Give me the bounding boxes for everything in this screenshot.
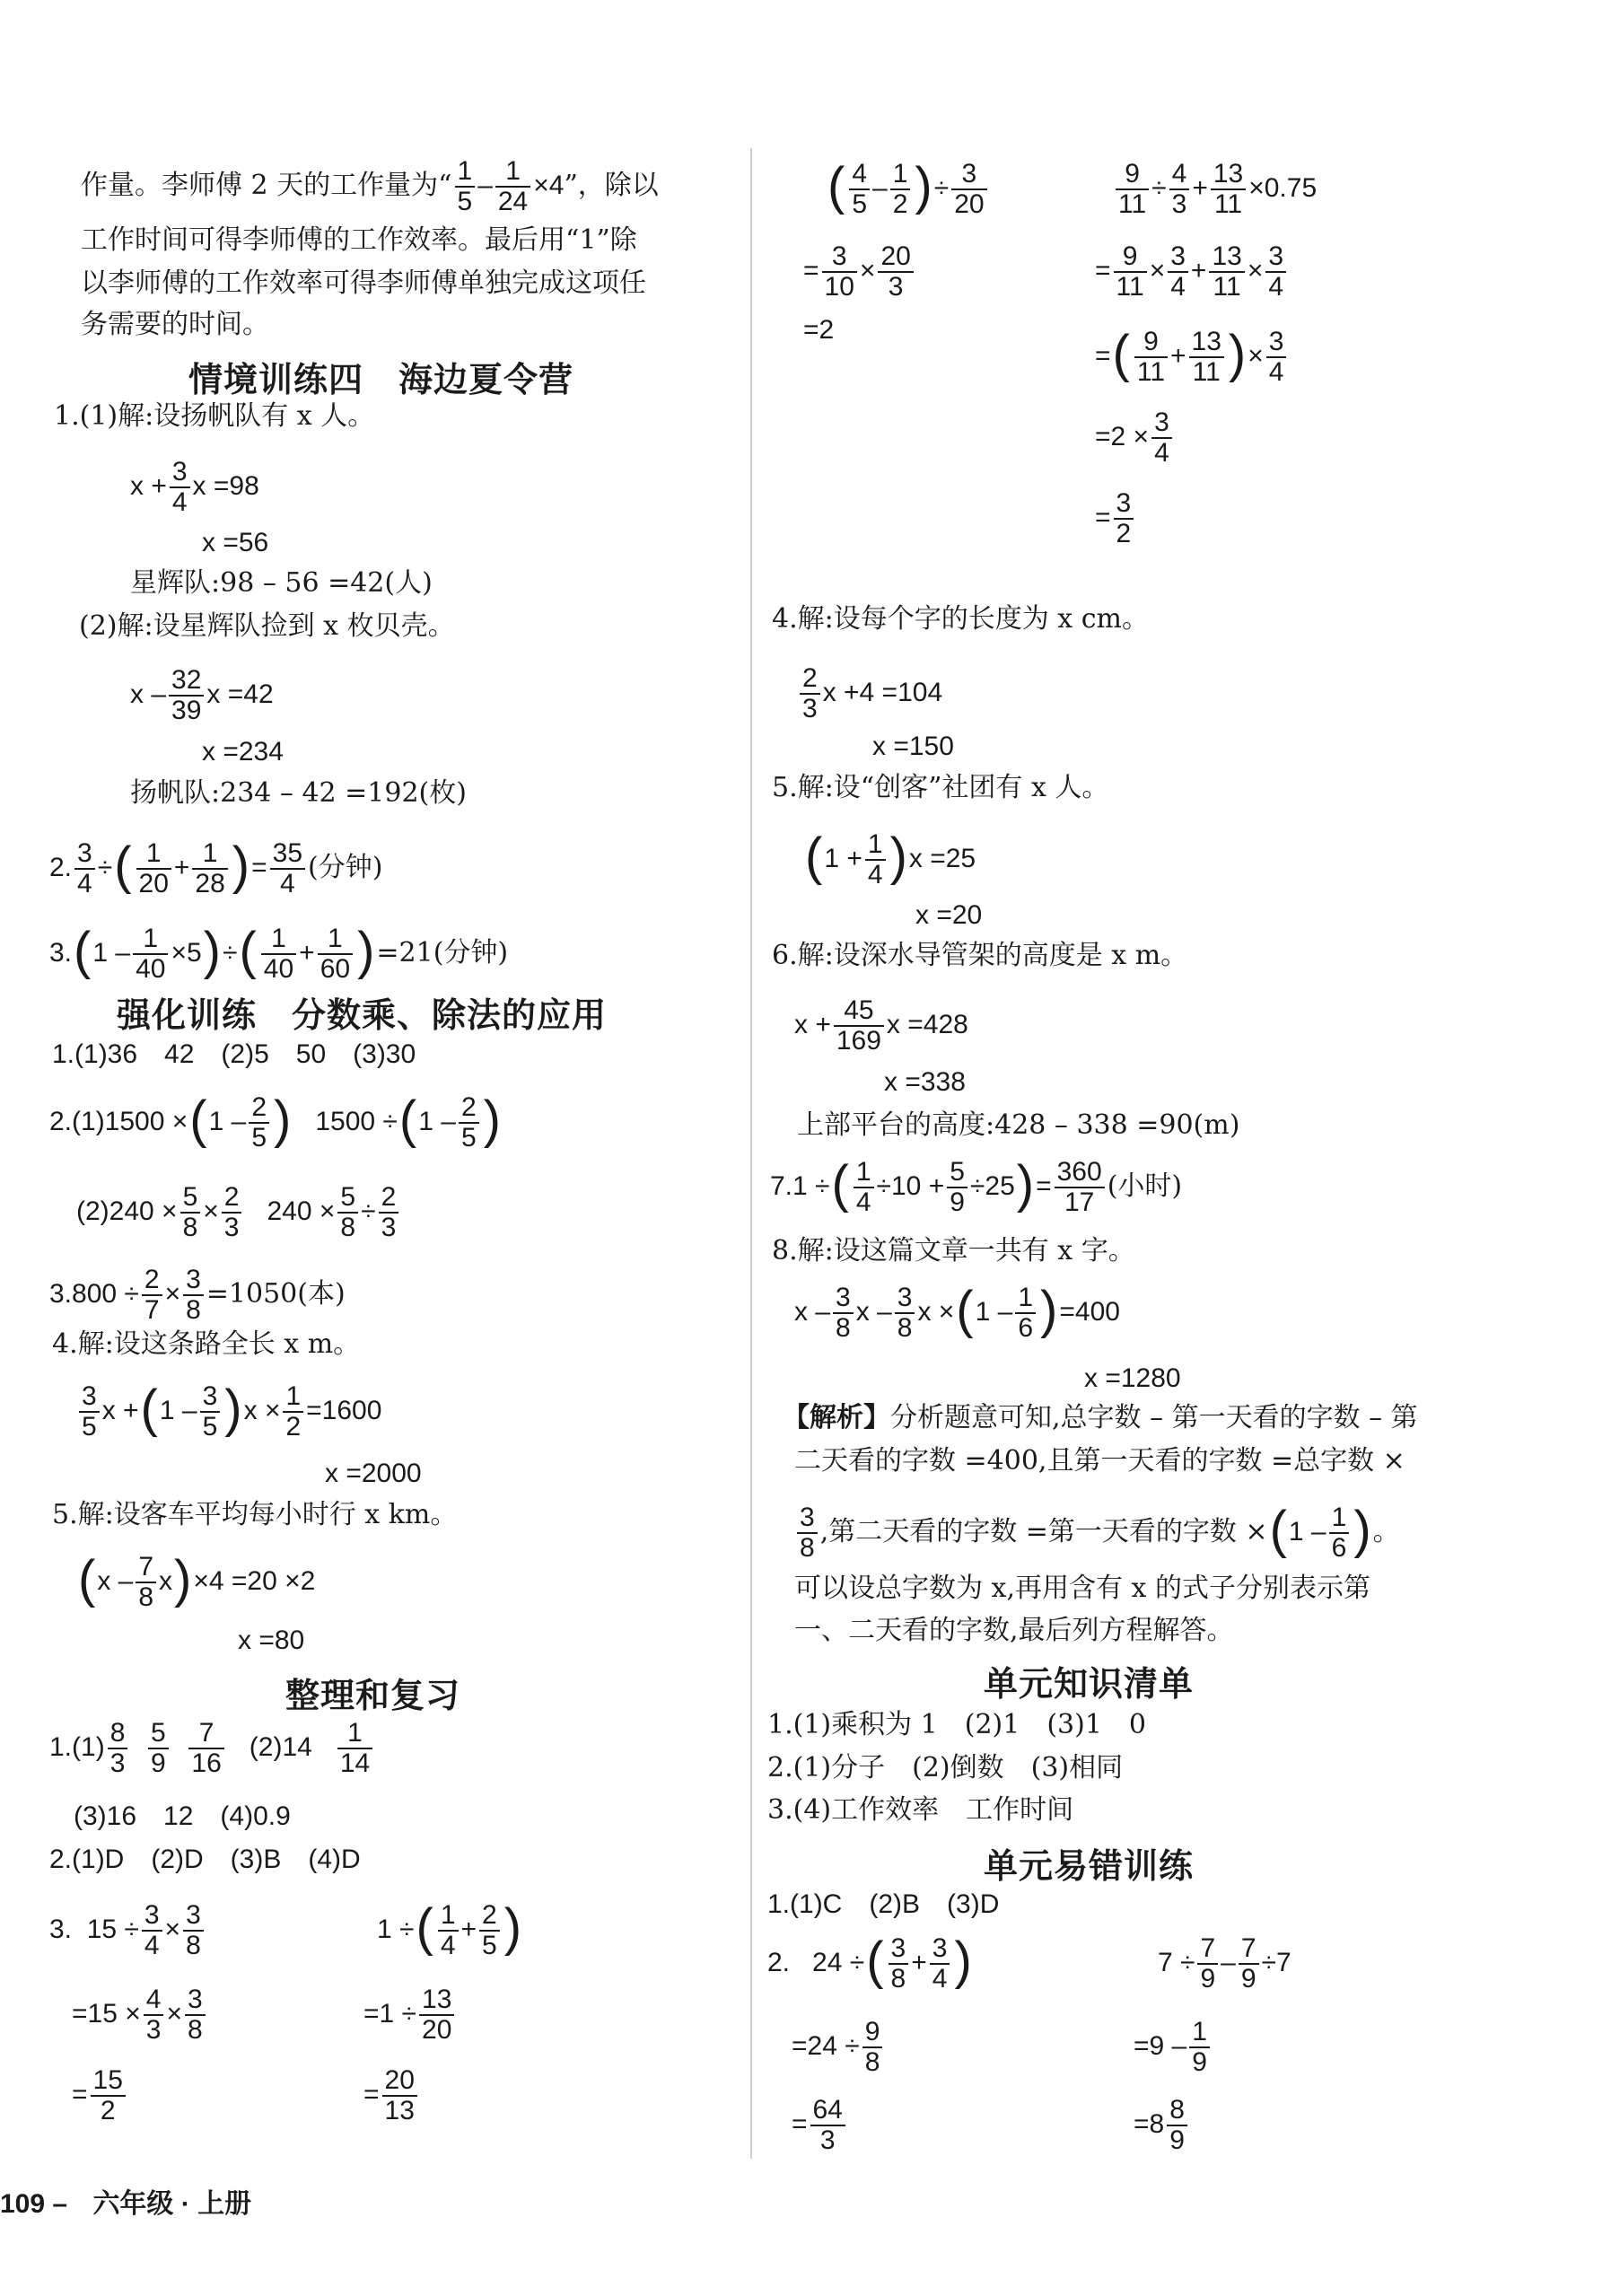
s2-part1: 2.(1)1500 ×(1 – $\frac{2}{5}$ ) 1500 ÷(1 – $\frac{2}{5}$ ) — [49, 1091, 501, 1152]
q8-equation: x – $\frac{3}{8}$ x – $\frac{3}{8}$ x ×(1 – $\frac{1}{6}$ )=400 — [794, 1281, 1120, 1343]
page-number: 109 — [0, 2189, 46, 2219]
q6-result: 上部平台的高度:428 – 338 =90(m) — [797, 1109, 1240, 1141]
intro-line-1: 作量。李师傅 2 天的工作量为“ $\frac{1}{5}$ – $\frac{1}{24}$ ×4”，除以 — [81, 156, 659, 216]
analysis-line-5: 一、二天看的字数,最后列方程解答。 — [794, 1615, 1234, 1646]
e2-calc-a3: = $\frac{64}{3}$ — [792, 2096, 848, 2155]
r2-answers: 2.(1)D (2)D (3)B (4)D — [49, 1845, 361, 1874]
calc-b3: =( $\frac{9}{11}$ + $\frac{13}{11}$ )× $\frac{3}{4}$ — [1095, 328, 1289, 387]
section-heading-error-prone: 单元易错训练 — [984, 1846, 1195, 1886]
q5-statement: 5.解:设“创客”社团有 x 人。 — [772, 772, 1109, 803]
q4-statement: 4.解:设每个字的长度为 x cm。 — [772, 603, 1149, 635]
r3-calc-b3: = $\frac{20}{13}$ — [363, 2066, 420, 2125]
e1-answers: 1.(1)C (2)B (3)D — [767, 1889, 1000, 1919]
s1-answers: 1.(1)36 42 (2)5 50 (3)30 — [52, 1039, 416, 1069]
s5-answer: x =80 — [238, 1626, 305, 1655]
section-heading-situational: 情境训练四 海边夏令营 — [188, 360, 574, 399]
q6-equation: x + $\frac{45}{169}$ x =428 — [794, 995, 968, 1056]
analysis-line-3: $\frac{3}{8}$ ,第二天看的字数 =第一天看的字数 ×(1 – $\frac{1}{6}$ )。 — [794, 1503, 1400, 1563]
e2-calc-b1: 7 ÷ $\frac{7}{9}$ – $\frac{7}{9}$ ÷7 — [1158, 1933, 1291, 1994]
section-heading-review: 整理和复习 — [285, 1676, 461, 1715]
r3-calc-a3: = $\frac{15}{2}$ — [72, 2066, 128, 2125]
calc-b5: = $\frac{3}{2}$ — [1095, 489, 1136, 548]
e2-calc-b3: =8 $\frac{8}{9}$ — [1134, 2096, 1190, 2155]
analysis-line-1: 【解析】分析题意可知,总字数 – 第一天看的字数 – 第 — [783, 1402, 1418, 1433]
q4-equation: $\frac{2}{3}$ x +4 =104 — [797, 664, 942, 723]
q1-part2-result: 扬帆队:234 – 42 =192(枚) — [130, 777, 467, 809]
s3-equation: 3.800 ÷ $\frac{2}{7}$ × $\frac{3}{8}$ =1050(本) — [49, 1265, 346, 1325]
q6-answer: x =338 — [884, 1067, 966, 1097]
k3-answers: 3.(4)工作效率 工作时间 — [767, 1794, 1074, 1826]
s4-equation: $\frac{3}{5}$ x +(1 – $\frac{3}{5}$ )x × $\frac{1}{2}$ =1600 — [76, 1382, 381, 1442]
q8-statement: 8.解:设这篇文章一共有 x 字。 — [772, 1235, 1135, 1266]
intro-line-4: 务需要的时间。 — [81, 309, 269, 340]
calc-a1: ( $\frac{4}{5}$ – $\frac{1}{2}$ )÷ $\frac{3}{20}$ — [826, 160, 990, 219]
k2-answers: 2.(1)分子 (2)倒数 (3)相同 — [767, 1752, 1124, 1783]
intro-line-3: 以李师傅的工作效率可得李师傅单独完成这项任 — [81, 267, 646, 299]
q5-answer: x =20 — [915, 900, 983, 930]
s5-statement: 5.解:设客车平均每小时行 x km。 — [52, 1499, 458, 1530]
q3-equation: 3.(1 – $\frac{1}{40}$ ×5)÷( $\frac{1}{40}$ + $\frac{1}{60}$ )=21(分钟) — [49, 922, 509, 984]
q7-equation: 7.1 ÷( $\frac{1}{4}$ ÷10 + $\frac{5}{9}$ ÷25)= $\frac{360}{17}$ (小时) — [770, 1155, 1183, 1217]
s5-equation: (x – $\frac{7}{8}$ x)×4 =20 ×2 — [78, 1550, 316, 1612]
calc-a2: = $\frac{3}{10}$ × $\frac{20}{3}$ — [803, 242, 916, 302]
r3-calc-b1: 1 ÷( $\frac{1}{4}$ + $\frac{2}{5}$ ) — [377, 1898, 522, 1960]
q8-answer: x =1280 — [1084, 1363, 1181, 1393]
calc-b1: $\frac{9}{11}$ ÷ $\frac{4}{3}$ + $\frac{13}{11}$ ×0.75 — [1113, 160, 1317, 219]
q6-statement: 6.解:设深水导管架的高度是 x m。 — [772, 940, 1188, 971]
s4-answer: x =2000 — [325, 1459, 422, 1488]
e2-calc-a1: 2. 24 ÷( $\frac{3}{8}$ + $\frac{3}{4}$ ) — [767, 1932, 972, 1994]
calc-b4: =2 × $\frac{3}{4}$ — [1095, 408, 1175, 468]
calc-b2: = $\frac{9}{11}$ × $\frac{3}{4}$ + $\frac{13}{11}$ × $\frac{3}{4}$ — [1095, 242, 1289, 302]
r3-calc-a1: 3. 15 ÷ $\frac{3}{4}$ × $\frac{3}{8}$ — [49, 1901, 206, 1960]
s4-statement: 4.解:设这条路全长 x m。 — [52, 1328, 361, 1360]
q1-part2-equation: x – $\frac{32}{39}$ x =42 — [130, 665, 274, 725]
r3-calc-a2: =15 × $\frac{4}{3}$ × $\frac{3}{8}$ — [72, 1985, 208, 2045]
r1-line2: (3)16 12 (4)0.9 — [74, 1801, 291, 1831]
q4-answer: x =150 — [872, 732, 954, 761]
e2-calc-b2: =9 – $\frac{1}{9}$ — [1134, 2018, 1213, 2077]
r3-calc-b2: =1 ÷ $\frac{13}{20}$ — [363, 1985, 457, 2045]
section-heading-reinforcement: 强化训练 分数乘、除法的应用 — [117, 995, 608, 1035]
q1-part1: 1.(1)解:设扬帆队有 x 人。 — [54, 400, 375, 432]
q1-part1-answer: x =56 — [202, 528, 269, 557]
analysis-line-2: 二天看的字数 =400,且第一天看的字数 =总字数 × — [794, 1445, 1405, 1477]
calc-a3: =2 — [803, 315, 835, 345]
r1-line1: 1.(1) $\frac{8}{3}$ $\frac{5}{9}$ $\frac{7}{16}$ (2)14 $\frac{1}{14}$ — [49, 1719, 375, 1778]
section-heading-knowledge: 单元知识清单 — [984, 1664, 1195, 1704]
page-footer: 109 – 六年级 · 上册 — [0, 2189, 252, 2219]
q1-part2-answer: x =234 — [202, 737, 284, 767]
column-divider — [750, 148, 752, 2159]
intro-line-2: 工作时间可得李师傅的工作效率。最后用“1”除 — [81, 224, 637, 256]
grade-label: 六年级 · 上册 — [92, 2189, 252, 2219]
k1-answers: 1.(1)乘积为 1 (2)1 (3)1 0 — [767, 1709, 1146, 1740]
q2-equation: 2. $\frac{3}{4}$ ÷( $\frac{1}{20}$ + $\frac{1}{28}$ )= $\frac{35}{4}$ (分钟) — [49, 837, 383, 898]
q5-equation: (1 + $\frac{1}{4}$ )x =25 — [805, 828, 976, 889]
e2-calc-a2: =24 ÷ $\frac{9}{8}$ — [792, 2018, 885, 2077]
q1-part2: (2)解:设星辉队捡到 x 枚贝壳。 — [79, 610, 455, 642]
s2-part2: (2)240 × $\frac{5}{8}$ × $\frac{2}{3}$ 240 × $\frac{5}{8}$ ÷ $\frac{2}{3}$ — [76, 1183, 401, 1242]
analysis-line-4: 可以设总字数为 x,再用含有 x 的式子分别表示第 — [794, 1573, 1370, 1604]
q1-part1-result: 星辉队:98 – 56 =42(人) — [130, 567, 433, 599]
q1-part1-equation: x + $\frac{3}{4}$ x =98 — [130, 457, 259, 517]
